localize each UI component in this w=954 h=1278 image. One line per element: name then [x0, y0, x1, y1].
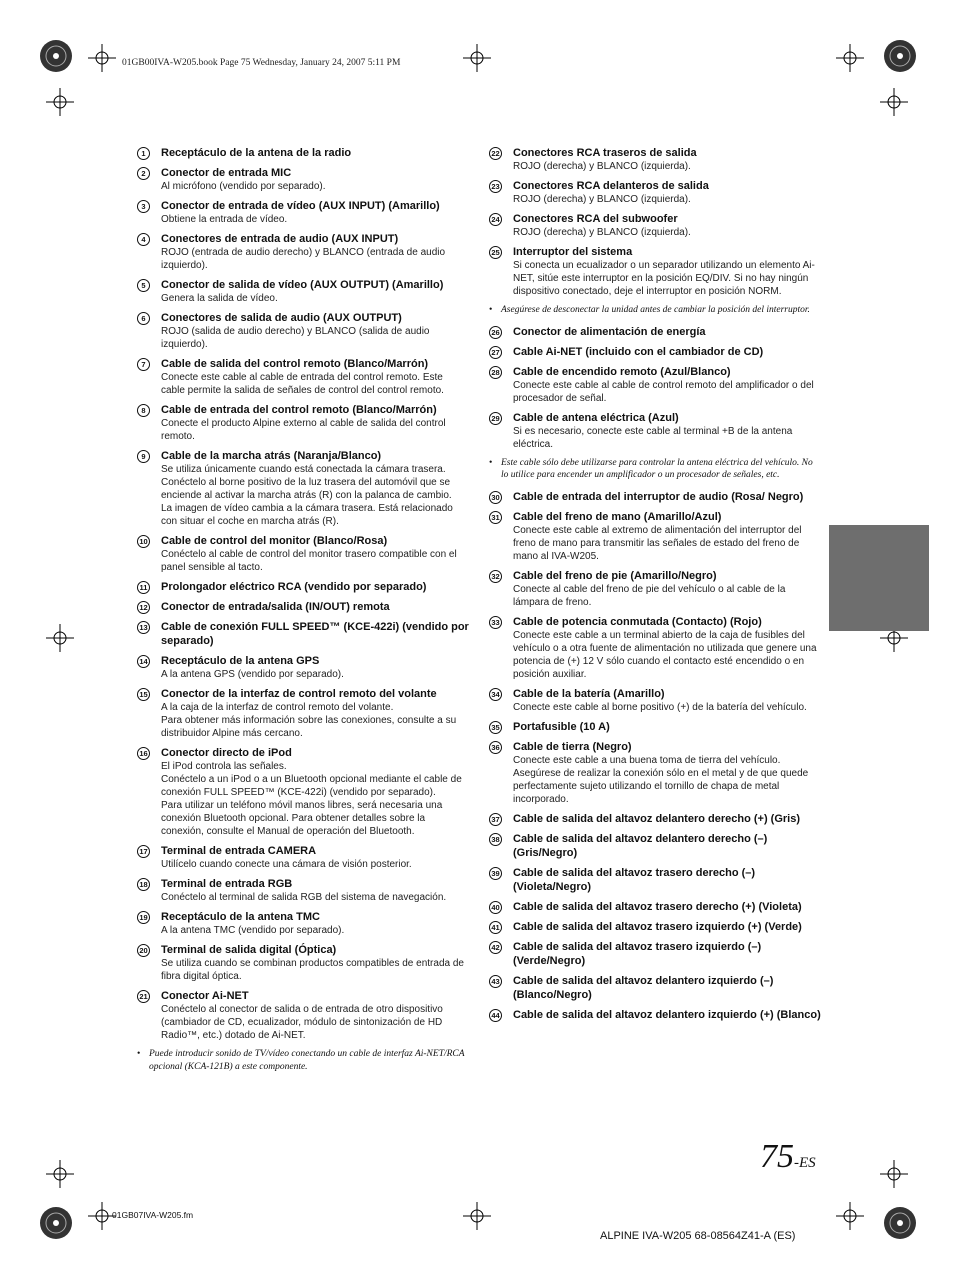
item-title: Receptáculo de la antena de la radio — [161, 147, 352, 159]
item-description: Conecte este cable a una buena toma de tierra del vehículo. Asegúrese de realizar la conexión sólo en el metal y de que quede perfectamente sujeto utilizando el tornillo de chapa de metal incorporado. — [513, 754, 809, 805]
list-item — [489, 510, 821, 563]
item-description: Conecte al cable del freno de pie del vehículo o al cable de la lámpara de freno. — [513, 583, 786, 608]
item-number: 31 — [489, 511, 502, 524]
crosshair-icon — [463, 1202, 491, 1230]
item-title: Cable de salida del altavoz trasero izquierdo (+) (Verde) — [513, 920, 802, 933]
item-title: Conectores RCA delanteros de salida — [513, 180, 709, 192]
item-description: Conéctelo al cable de control del monitor trasero compatible con el panel sensible al tacto. — [161, 549, 457, 573]
list-item — [137, 844, 469, 871]
list-item — [137, 620, 469, 648]
page-number-value: 75 — [760, 1138, 794, 1175]
item-number: 15 — [137, 688, 150, 701]
item-title: Conector de alimentación de energía — [513, 325, 706, 338]
item-title: Cable de salida del altavoz delantero derecho (–) (Gris/Negro) — [513, 832, 768, 859]
list-item — [137, 199, 469, 226]
item-title: Conector directo de iPod — [161, 747, 292, 759]
item-number: 8 — [137, 404, 150, 417]
item-number: 32 — [489, 570, 502, 583]
item-number: 11 — [137, 581, 150, 594]
item-number: 22 — [489, 147, 502, 160]
crosshair-icon — [88, 44, 116, 72]
list-item — [137, 746, 469, 838]
item-title: Conector de la interfaz de control remoto del volante — [161, 688, 437, 700]
item-number: 14 — [137, 655, 150, 668]
item-title: Terminal de entrada RGB — [161, 878, 293, 890]
item-number: 30 — [489, 491, 502, 504]
item-number: 35 — [489, 721, 502, 734]
crosshair-icon — [880, 88, 908, 116]
item-title: Conector de entrada de vídeo (AUX INPUT) (Amarillo) — [161, 200, 440, 212]
item-title: Cable del freno de pie (Amarillo/Negro) — [513, 569, 717, 582]
item-number: 3 — [137, 200, 150, 213]
item-title: Conector de salida de vídeo (AUX OUTPUT) (Amarillo) — [161, 279, 444, 291]
connection-list-right-a — [489, 146, 821, 298]
item-title: Terminal de entrada CAMERA — [161, 845, 317, 857]
item-number: 20 — [137, 944, 150, 957]
list-item — [489, 411, 821, 451]
connection-list-left — [137, 146, 469, 1042]
item-title: Cable de encendido remoto (Azul/Blanco) — [513, 365, 731, 378]
list-item — [137, 580, 469, 594]
item-number: 19 — [137, 911, 150, 924]
item-number: 40 — [489, 901, 502, 914]
list-item — [489, 900, 821, 914]
list-item — [137, 989, 469, 1042]
item-number: 12 — [137, 601, 150, 614]
item-description: Si conecta un ecualizador o un separador utilizando un elemento Ai-NET, sitúe este interruptor en la posición EQ/DIV. Si no hay ningún dispositivo conectado, deje el interruptor en posición NORM. — [513, 260, 815, 297]
item-title: Receptáculo de la antena TMC — [161, 911, 320, 923]
list-item — [489, 866, 821, 894]
item-title: Cable de potencia conmutada (Contacto) (Rojo) — [513, 615, 762, 628]
list-item — [489, 146, 821, 173]
registration-mark-icon — [882, 1205, 918, 1241]
item-description: Conecte este cable al extremo de alimentación del interruptor del freno de mano para transmitir las señales de estado del freno de mano al IVA-W205. — [513, 524, 802, 562]
item-number: 7 — [137, 358, 150, 371]
list-item — [489, 940, 821, 968]
item-number: 41 — [489, 921, 502, 934]
item-number: 27 — [489, 346, 502, 359]
list-item — [137, 403, 469, 443]
note: • Puede introducir sonido de TV/vídeo conectando un cable de interfaz Ai-NET/RCA opcional (KCA-121B) a este componente. — [137, 1048, 469, 1073]
item-title: Conector de entrada MIC — [161, 167, 292, 179]
item-description: ROJO (derecha) y BLANCO (izquierda). — [513, 161, 691, 172]
list-item — [137, 449, 469, 528]
item-description: A la caja de la interfaz de control remoto del volante. Para obtener más información sobre las conexiones, consulte a su distribuidor Alpine más cercano. — [161, 702, 457, 739]
list-item — [137, 654, 469, 681]
item-description: ROJO (derecha) y BLANCO (izquierda). — [513, 194, 691, 205]
connection-list-right-b — [489, 325, 821, 451]
print-header: 01GB00IVA-W205.book Page 75 Wednesday, January 24, 2007 5:11 PM — [122, 58, 401, 68]
item-number: 10 — [137, 535, 150, 548]
item-description: El iPod controla las señales. Conéctelo a un iPod o a un Bluetooth opcional mediante el cable de conexión FULL SPEED™ (KCE-422i) (vendido por separado). Para utilizar un teléfono móvil manos libres, será necesaria una conexión Bluetooth opcional. Para obtener detalles sobre la conexión, consulte el Manual de operación del Bluetooth. — [161, 761, 462, 837]
crosshair-icon — [46, 624, 74, 652]
list-item — [489, 720, 821, 734]
item-title: Interruptor del sistema — [513, 246, 633, 258]
item-title: Portafusible (10 A) — [513, 720, 610, 733]
item-number: 18 — [137, 878, 150, 891]
list-item — [137, 534, 469, 574]
list-item — [489, 832, 821, 860]
list-item — [137, 600, 469, 614]
item-title: Conectores RCA del subwoofer — [513, 213, 678, 225]
list-item — [489, 687, 821, 714]
list-item — [489, 569, 821, 609]
list-item — [489, 740, 821, 806]
item-description: Conecte este cable al cable de entrada del control remoto. Este cable permite la salida de señales de control del control remoto. — [161, 372, 444, 396]
item-title: Conectores de entrada de audio (AUX INPUT) — [161, 233, 399, 245]
crosshair-icon — [46, 88, 74, 116]
registration-mark-icon — [38, 38, 74, 74]
list-item — [489, 920, 821, 934]
item-number: 25 — [489, 246, 502, 259]
item-description: Si es necesario, conecte este cable al terminal +B de la antena eléctrica. — [513, 425, 793, 450]
item-number: 23 — [489, 180, 502, 193]
crosshair-icon — [46, 1160, 74, 1188]
item-title: Cable de salida del control remoto (Blanco/Marrón) — [161, 358, 429, 370]
item-number: 17 — [137, 845, 150, 858]
item-number: 16 — [137, 747, 150, 760]
item-number: 4 — [137, 233, 150, 246]
list-item — [489, 1008, 821, 1022]
list-item — [489, 212, 821, 239]
item-title: Cable de la batería (Amarillo) — [513, 687, 665, 700]
item-title: Cable Ai-NET (incluido con el cambiador de CD) — [513, 345, 764, 358]
item-title: Conector Ai-NET — [161, 990, 249, 1002]
list-item — [489, 345, 821, 359]
item-title: Cable de salida del altavoz trasero izquierdo (–) (Verde/Negro) — [513, 940, 762, 967]
item-number: 34 — [489, 688, 502, 701]
list-item — [489, 615, 821, 681]
item-description: Al micrófono (vendido por separado). — [161, 181, 326, 192]
footer-model: ALPINE IVA-W205 68-08564Z41-A (ES) — [600, 1230, 796, 1242]
item-description: Conéctelo al conector de salida o de entrada de otro dispositivo (cambiador de CD, ecualizador, módulo de sintonización de HD Radio™, etc.) dotado de Ai-NET. — [161, 1004, 443, 1041]
item-number: 37 — [489, 813, 502, 826]
item-number: 33 — [489, 616, 502, 629]
item-number: 2 — [137, 167, 150, 180]
item-title: Cable de salida del altavoz delantero izquierdo (–) (Blanco/Negro) — [513, 974, 774, 1001]
item-title: Cable de control del monitor (Blanco/Rosa) — [161, 535, 388, 547]
page-number-suffix: -ES — [794, 1155, 816, 1171]
item-description: A la antena TMC (vendido por separado). — [161, 925, 345, 936]
item-description: Genera la salida de vídeo. — [161, 293, 278, 304]
item-description: Conecte este cable al cable de control remoto del amplificador o del procesador de señal. — [513, 379, 814, 404]
crosshair-icon — [836, 1202, 864, 1230]
item-number: 26 — [489, 326, 502, 339]
list-item — [137, 687, 469, 740]
item-number: 21 — [137, 990, 150, 1003]
item-title: Terminal de salida digital (Óptica) — [161, 944, 337, 956]
list-item — [137, 146, 469, 160]
right-column — [489, 146, 821, 1028]
crosshair-icon — [836, 44, 864, 72]
item-description: ROJO (entrada de audio derecho) y BLANCO (entrada de audio izquierdo). — [161, 247, 446, 271]
registration-mark-icon — [882, 38, 918, 74]
list-item — [137, 166, 469, 193]
list-item — [489, 325, 821, 339]
crosshair-icon — [463, 44, 491, 72]
list-item — [489, 490, 821, 504]
item-number: 42 — [489, 941, 502, 954]
list-item — [489, 365, 821, 405]
item-description: Se utiliza únicamente cuando está conectada la cámara trasera. Conéctelo al borne positivo de la luz trasera del automóvil que se enciende al activar la marcha atrás (R) con la palanca de cambio. La imagen de vídeo cambia a la cámara trasera. Está relacionado con situar el coche en marcha atrás (R). — [161, 464, 453, 527]
item-number: 5 — [137, 279, 150, 292]
item-title: Cable de salida del altavoz trasero derecho (+) (Violeta) — [513, 900, 802, 913]
item-title: Cable de salida del altavoz delantero izquierdo (+) (Blanco) — [513, 1008, 821, 1021]
item-number: 9 — [137, 450, 150, 463]
item-title: Receptáculo de la antena GPS — [161, 655, 320, 667]
left-column — [137, 146, 469, 1081]
item-description: Conecte el producto Alpine externo al cable de salida del control remoto. — [161, 418, 446, 442]
item-title: Conectores de salida de audio (AUX OUTPUT) — [161, 312, 402, 324]
item-title: Conector de entrada/salida (IN/OUT) remota — [161, 601, 390, 613]
crosshair-icon — [880, 1160, 908, 1188]
list-item — [137, 910, 469, 937]
item-description: Utilícelo cuando conecte una cámara de visión posterior. — [161, 859, 412, 870]
page-number — [760, 1138, 816, 1176]
item-description: Conecte este cable a un terminal abierto de la caja de fusibles del vehículo o a otra fuente de alimentación no utilizada que genere una potencia de (+) 12 V sólo cuando el contacto esté encendido o en posición auxiliar. — [513, 629, 817, 680]
item-number: 38 — [489, 833, 502, 846]
item-number: 13 — [137, 621, 150, 634]
item-description: Obtiene la entrada de vídeo. — [161, 214, 288, 225]
item-title: Cable de salida del altavoz delantero derecho (+) (Gris) — [513, 812, 800, 825]
item-title: Cable de entrada del control remoto (Blanco/Marrón) — [161, 404, 437, 416]
list-item — [489, 974, 821, 1002]
item-title: Conectores RCA traseros de salida — [513, 147, 697, 159]
item-number: 44 — [489, 1009, 502, 1022]
item-description: Conéctelo al terminal de salida RGB del sistema de navegación. — [161, 892, 447, 903]
note: • Este cable sólo debe utilizarse para controlar la antena eléctrica del vehículo. No lo utilice para encender un amplificador o un procesador de señales, etc. — [489, 457, 821, 482]
connection-list-right-c — [489, 490, 821, 1022]
list-item — [489, 179, 821, 206]
item-title: Prolongador eléctrico RCA (vendido por separado) — [161, 581, 427, 593]
item-title: Cable de antena eléctrica (Azul) — [513, 411, 679, 424]
item-title: Cable de salida del altavoz trasero derecho (–) (Violeta/Negro) — [513, 866, 756, 893]
item-title: Cable de tierra (Negro) — [513, 740, 632, 753]
item-description: Conecte este cable al borne positivo (+) de la batería del vehículo. — [513, 701, 807, 713]
section-tab — [829, 525, 929, 631]
item-description: A la antena GPS (vendido por separado). — [161, 669, 344, 680]
item-number: 28 — [489, 366, 502, 379]
item-title: Cable de conexión FULL SPEED™ (KCE-422i) (vendido por separado) — [161, 621, 469, 647]
item-title: Cable de entrada del interruptor de audio (Rosa/ Negro) — [513, 490, 804, 503]
item-number: 39 — [489, 867, 502, 880]
list-item — [489, 245, 821, 298]
item-number: 29 — [489, 412, 502, 425]
item-description: ROJO (derecha) y BLANCO (izquierda). — [513, 227, 691, 238]
item-number: 36 — [489, 741, 502, 754]
list-item — [137, 357, 469, 397]
item-number: 43 — [489, 975, 502, 988]
list-item — [489, 812, 821, 826]
item-number: 1 — [137, 147, 150, 160]
list-item — [137, 232, 469, 272]
item-number: 24 — [489, 213, 502, 226]
item-title: Cable de la marcha atrás (Naranja/Blanco) — [161, 450, 382, 462]
item-number: 6 — [137, 312, 150, 325]
list-item — [137, 877, 469, 904]
list-item — [137, 943, 469, 983]
registration-mark-icon — [38, 1205, 74, 1241]
note: • Asegúrese de desconectar la unidad antes de cambiar la posición del interruptor. — [489, 304, 821, 317]
item-description: ROJO (salida de audio derecho) y BLANCO (salida de audio izquierdo). — [161, 326, 430, 350]
item-description: Se utiliza cuando se combinan productos compatibles de entrada de fibra digital óptica. — [161, 958, 464, 982]
list-item — [137, 311, 469, 351]
list-item — [137, 278, 469, 305]
footer-file: 01GB07IVA-W205.fm — [112, 1210, 194, 1220]
item-title: Cable del freno de mano (Amarillo/Azul) — [513, 510, 722, 523]
